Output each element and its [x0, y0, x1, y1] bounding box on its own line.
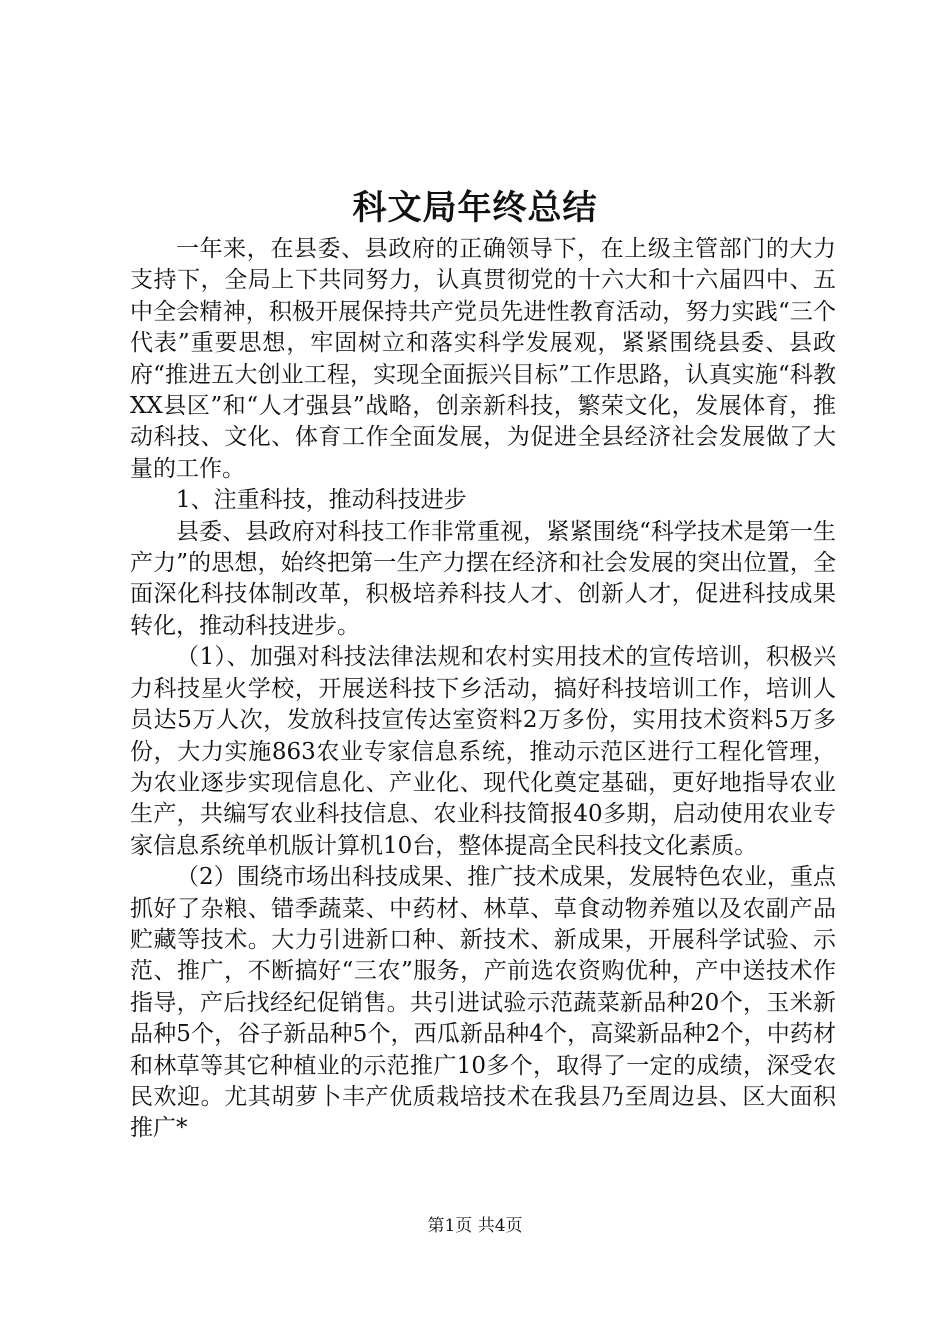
- paragraph-item-1: （1）、加强对科技法律法规和农村实用技术的宣传培训，积极兴力科技星火学校，开展送科技下乡活动，搞好科技培训工作，培训人员达5万人次，发放科技宣传达室资料2万多份，实用技术资料5万多份，大力实施863农业专家信息系统，推动示范区进行工程化管理，为农业逐步实现信息化、产业化、现代化奠定基础，更好地指导农业生产，共编写农业科技信息、农业科技简报40多期，启动使用农业专家信息系统单机版计算机10台，整体提高全民科技文化素质。: [130, 644, 836, 859]
- document-body: [130, 234, 836, 1145]
- section-heading-1: 1、注重科技，推动科技进步: [176, 487, 467, 514]
- paragraph-item-2: （2）围绕市场出科技成果、推广技术成果，发展特色农业，重点抓好了杂粮、错季蔬菜、中药材、林草、草食动物养殖以及农副产品贮藏等技术。大力引进新口种、新技术、新成果，开展科学试验、示范、推广，不断搞好“三农”服务，产前选农资购优种，产中送技术作指导，产后找经纪促销售。共引进试验示范蔬菜新品种20个，玉米新品种5个，谷子新品种5个，西瓜新品种4个，高粱新品种2个，中药材和林草等其它种植业的示范推广10多个，取得了一定的成绩，深受农民欢迎。尤其胡萝卜丰产优质栽培技术在我县乃至周边县、区大面积推广*: [130, 864, 836, 1142]
- paragraph-intro: 一年来，在县委、县政府的正确领导下，在上级主管部门的大力支持下，全局上下共同努力，认真贯彻党的十六大和十六届四中、五中全会精神，积极开展保持共产党员先进性教育活动，努力实践“三个代表”重要思想，牢固树立和落实科学发展观，紧紧围绕县委、县政府“推进五大创业工程，实现全面振兴目标”工作思路，认真实施“科教XX县区”和“人才强县”战略，创亲新科技，繁荣文化，发展体育，推动科技、文化、体育工作全面发展，为促进全县经济社会发展做了大量的工作。: [130, 236, 836, 482]
- document-title: 科文局年终总结: [352, 188, 598, 228]
- paragraph-section-1-intro: 县委、县政府对科技工作非常重视，紧紧围绕“科学技术是第一生产力”的思想，始终把第一生产力摆在经济和社会发展的突出位置，全面深化科技体制改革，积极培养科技人才、创新人才，促进科技成果转化，推动科技进步。: [130, 518, 836, 639]
- page-number-footer: 第1页 共4页: [427, 1216, 523, 1236]
